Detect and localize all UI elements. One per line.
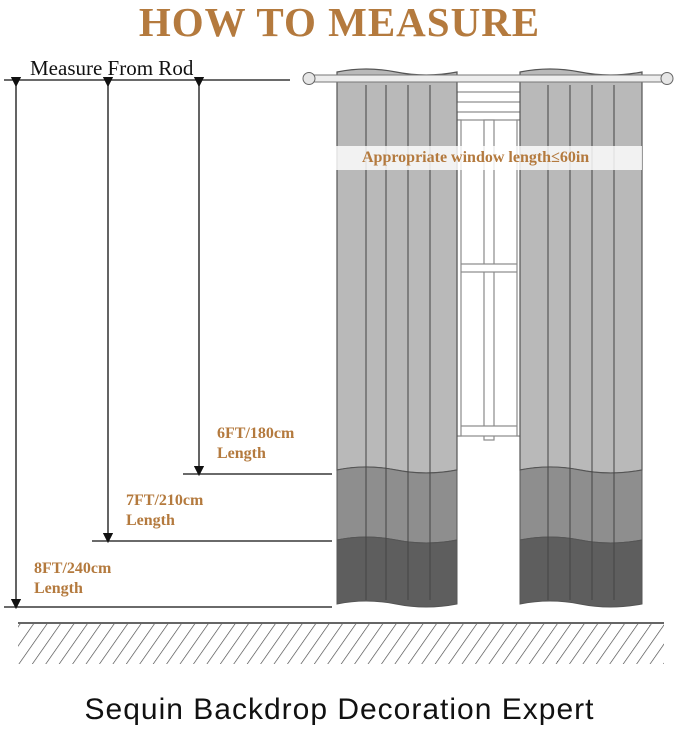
window-length-note: Appropriate window length≤60in <box>336 146 642 170</box>
footer-brand-text: Sequin Backdrop Decoration Expert <box>84 693 595 726</box>
length-size-6ft: 6FT/180cm <box>217 425 295 442</box>
length-label-8ft <box>34 559 111 599</box>
length-word-7ft: Length <box>126 512 175 529</box>
length-size-8ft: 8FT/240cm <box>34 560 112 577</box>
length-label-7ft <box>126 491 203 531</box>
length-word-6ft: Length <box>217 445 266 462</box>
measure-from-rod-label: Measure From Rod <box>30 56 194 80</box>
window-frame <box>457 92 521 440</box>
page-title: HOW TO MEASURE <box>138 0 541 45</box>
length-word-8ft: Length <box>34 580 83 597</box>
length-label-6ft <box>217 424 294 464</box>
floor <box>18 623 664 664</box>
length-size-7ft: 7FT/210cm <box>126 492 204 509</box>
